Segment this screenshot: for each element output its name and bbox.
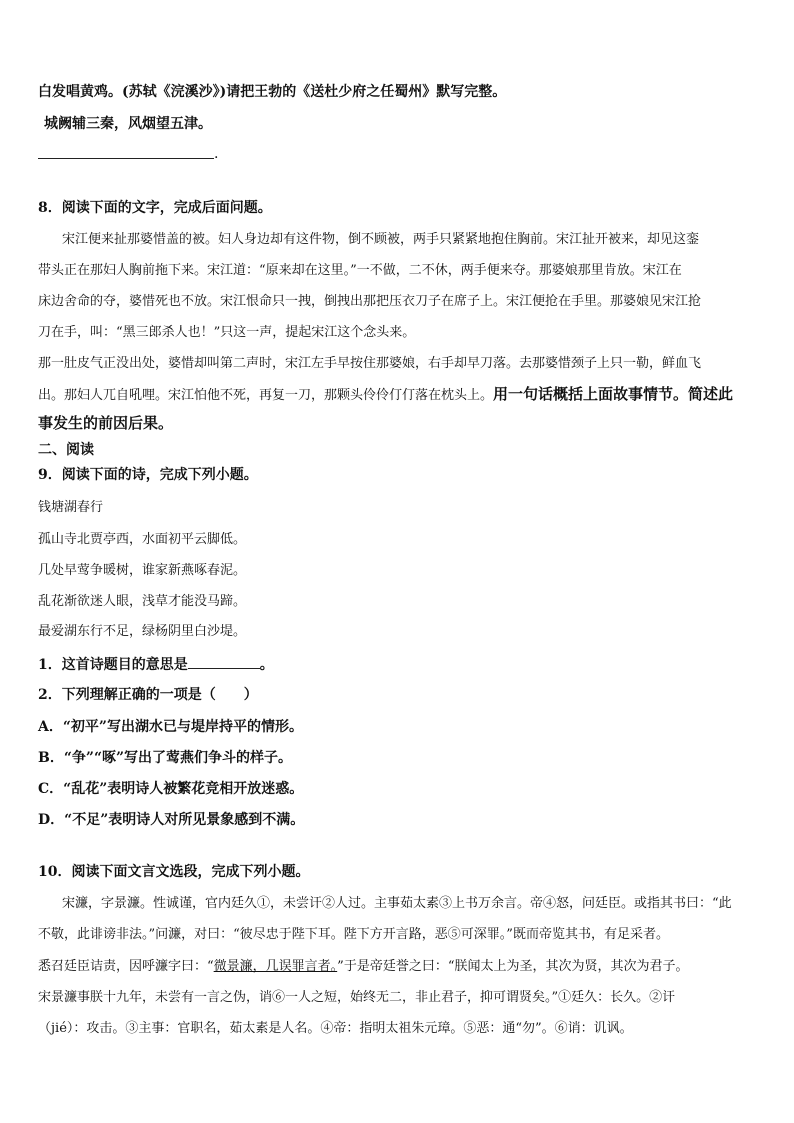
- passage-line: 带头正在那妇人胸前拖下来。宋江道：“原来却在这里。”一不做，二不休，两手便来夺。那婆娘那里肯放。宋江在: [38, 263, 682, 278]
- question-title: 10．阅读下面文言文选段，完成下列小题。: [38, 864, 310, 880]
- option-b: B．“争”“啄”写出了莺燕们争斗的样子。: [38, 750, 293, 766]
- option-a: A．“初平”写出湖水已与堤岸持平的情形。: [38, 719, 303, 735]
- text-line: 白发唱黄鸡。(苏轼《浣溪沙》)请把王勃的《送杜少府之任蜀州》默写完整。: [38, 84, 507, 100]
- question-prompt: 用一句话概括上面故事情节。简述此: [493, 385, 734, 403]
- question-title: 9．阅读下面的诗，完成下列小题。: [38, 467, 258, 483]
- passage-line: 宋景濂事朕十九年，未尝有一言之伪，诮⑥一人之短，始终无二，非止君子，抑可谓贤矣。”①廷久：长久。②讦: [38, 990, 676, 1005]
- sub-question-text: 1．这首诗题目的意思是: [38, 657, 188, 673]
- option-d: D．“不足”表明诗人对所见景象感到不满。: [38, 812, 305, 828]
- poem-line: 几处早莺争暖树，谁家新燕啄春泥。: [38, 563, 247, 578]
- poem-line: 孤山寺北贾亭西，水面初平云脚低。: [38, 532, 247, 547]
- passage-line: [38, 384, 733, 406]
- underlined-sentence: 微景濂，几误罪言者。: [213, 959, 338, 974]
- poem-line: 最爱湖东行不足，绿杨阴里白沙堤。: [38, 624, 247, 639]
- sub-question: 2．下列理解正确的一项是（ ）: [38, 687, 258, 703]
- poem-title: 钱塘湖春行: [38, 500, 104, 515]
- passage-text: 悉召廷臣诘责，因呼濂字曰：“: [38, 959, 214, 974]
- sub-question: [38, 654, 274, 675]
- annotation-line: （jié）：攻击。③主事：官职名，茹太素是人名。④帝：指明太祖朱元璋。⑤恶：通“勿”。⑥诮：讥讽。: [38, 1021, 633, 1036]
- passage-line: [38, 957, 688, 977]
- text-line: 城阙辅三秦，风烟望五津。: [44, 116, 212, 132]
- sub-question-end: 。: [259, 657, 274, 673]
- passage-line: 宋江便来扯那婆惜盖的被。妇人身边却有这件物，倒不顾被，两手只紧紧地抱住胸前。宋江扯开被来，却见这銮: [62, 232, 700, 247]
- passage-line: 那一肚皮气正没出处，婆惜却叫第二声时，宋江左手早按住那婆娘，右手却早刀落。去那婆惜颈子上只一勒，鲜血飞: [38, 356, 702, 371]
- question-title: 8．阅读下面的文字，完成后面问题。: [38, 200, 272, 216]
- passage-text: ”于是帝廷誉之曰：“朕闻太上为圣，其次为贤，其次为君子。: [337, 959, 689, 974]
- question-prompt: 事发生的前因后果。: [38, 414, 174, 432]
- passage-text: 出。那妇人兀自吼哩。宋江怕他不死，再复一刀，那颗头伶伶仃仃落在枕头上。: [38, 388, 494, 403]
- text-line: .: [214, 146, 219, 162]
- answer-blank: [188, 654, 260, 669]
- passage-line: 刀在手，叫：“黑三郎杀人也！”只这一声，提起宋江这个念头来。: [38, 325, 416, 340]
- passage-line: 不敬，此诽谤非法。”问濂，对曰：“彼尽忠于陛下耳。陛下方开言路，恶⑤可深罪。”既而帝览其书，有足采者。: [38, 927, 669, 942]
- poem-line: 乱花渐欲迷人眼，浅草才能没马蹄。: [38, 594, 247, 609]
- option-c: C．“乱花”表明诗人被繁花竞相开放迷惑。: [38, 781, 304, 797]
- answer-blank: [38, 158, 214, 159]
- passage-line: 床边舍命的夺，婆惜死也不放。宋江恨命只一拽，倒拽出那把压衣刀子在席子上。宋江便抢在手里。那婆娘见宋江抢: [38, 294, 702, 309]
- section-heading: 二、阅读: [38, 442, 94, 458]
- passage-line: 宋濂，字景濂。性诚谨，官内廷久①，未尝讦②人过。主事茹太素③上书万余言。帝④怒，问廷臣。或指其书曰：“此: [62, 896, 732, 911]
